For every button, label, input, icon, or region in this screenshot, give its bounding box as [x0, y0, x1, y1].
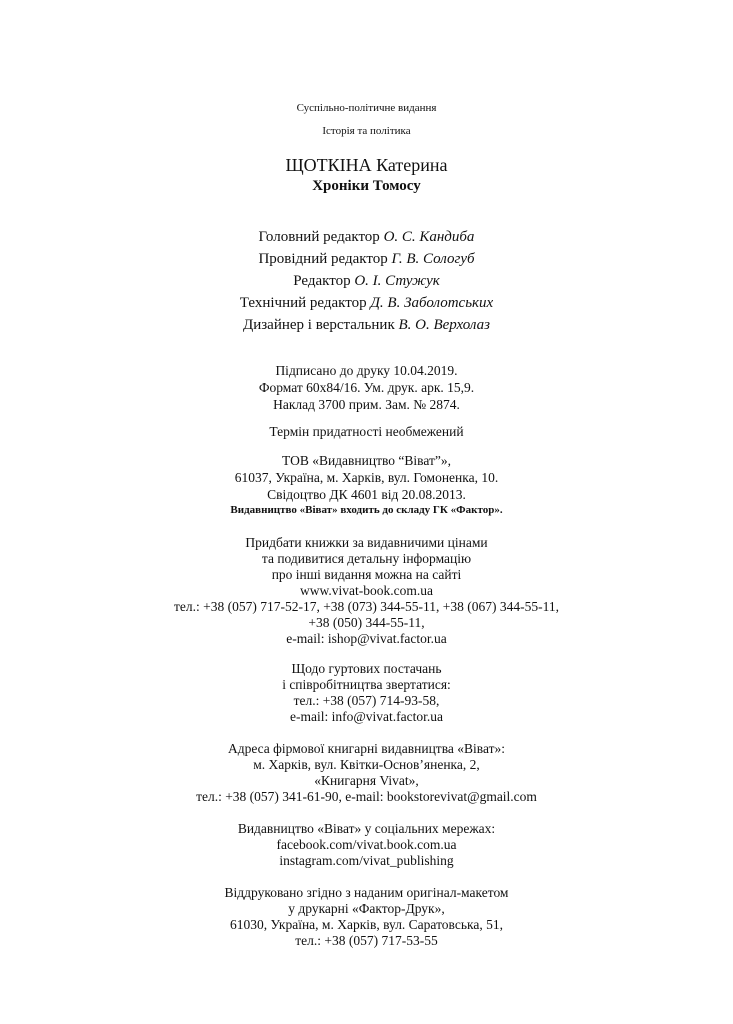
wholesale-line-1: Щодо гуртових постачань [291, 661, 442, 676]
credit-designer: Дизайнер і верстальник В. О. Верхолаз [243, 317, 490, 333]
printer-phone: тел.: +38 (057) 717-53-55 [295, 933, 438, 948]
social-facebook: facebook.com/vivat.book.com.ua [276, 837, 457, 852]
purchase-line-1: Придбати книжки за видавничими цінами [245, 535, 488, 550]
series-genre: Суспільно-політичне видання [296, 102, 437, 114]
bookstore-contacts: тел.: +38 (057) 341-61-90, e-mail: bookstorevivat@gmail.com [196, 789, 537, 804]
publisher-address: 61037, Україна, м. Харків, вул. Гомоненка, 10. [234, 470, 499, 485]
social-instagram: instagram.com/vivat_publishing [279, 853, 454, 868]
purchase-email: e-mail: ishop@vivat.factor.ua [286, 631, 447, 646]
wholesale-email: e-mail: info@vivat.factor.ua [289, 709, 443, 724]
purchase-line-2: та подивитися детальну інформацію [261, 551, 472, 566]
bookstore-address: м. Харків, вул. Квітки-Основ’яненка, 2, [253, 757, 480, 772]
printer-line-1: Віддруковано згідно з наданим оригінал-макетом [224, 885, 509, 900]
print-signed: Підписано до друку 10.04.2019. [275, 363, 458, 378]
book-title: Хроніки Томосу [312, 178, 421, 194]
wholesale-line-2: і співробітництва звертатися: [282, 677, 451, 692]
shelf-life: Термін придатності необмежений [269, 424, 464, 439]
book-author: ЩОТКІНА Катерина [285, 155, 448, 175]
publisher-group: Видавництво «Віват» входить до складу ГК «Фактор». [230, 504, 503, 516]
publisher-certificate: Свідоцтво ДК 4601 від 20.08.2013. [267, 487, 466, 502]
printer-address: 61030, Україна, м. Харків, вул. Саратовська, 51, [230, 917, 503, 932]
social-heading: Видавництво «Віват» у соціальних мережах: [237, 821, 496, 836]
credit-editor: Редактор О. І. Стужук [293, 273, 440, 289]
series-subseries: Історія та політика [322, 125, 411, 137]
purchase-website: www.vivat-book.com.ua [300, 583, 433, 598]
purchase-phone-extra: +38 (050) 344-55-11, [308, 615, 425, 630]
purchase-line-3: про інші видання можна на сайті [271, 567, 462, 582]
bookstore-heading: Адреса фірмової книгарні видавництва «Віват»: [227, 741, 506, 756]
credit-chief-editor: Головний редактор О. С. Кандиба [258, 229, 475, 245]
purchase-phones: тел.: +38 (057) 717-52-17, +38 (073) 344-55-11, +38 (067) 344-55-11, [173, 599, 560, 614]
print-format: Формат 60х84/16. Ум. друк. арк. 15,9. [258, 380, 475, 395]
credit-lead-editor: Провідний редактор Г. В. Сологуб [258, 251, 475, 267]
bookstore-name: «Книгарня Vivat», [314, 773, 419, 788]
printer-name: у друкарні «Фактор-Друк», [288, 901, 445, 916]
print-run: Наклад 3700 прим. Зам. № 2874. [273, 397, 460, 412]
publisher-name: ТОВ «Видавництво “Віват”», [282, 453, 451, 468]
wholesale-phone: тел.: +38 (057) 714-93-58, [293, 693, 440, 708]
credit-technical-editor: Технічний редактор Д. В. Заболотських [239, 295, 494, 311]
